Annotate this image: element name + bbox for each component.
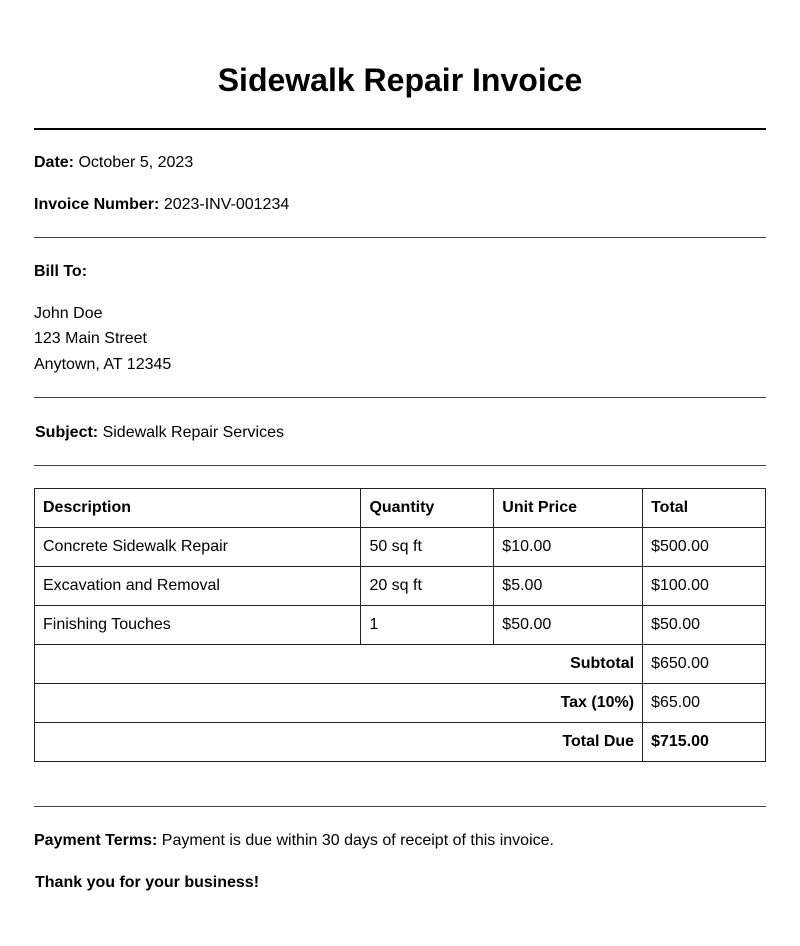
cell-total: $100.00 <box>643 567 766 606</box>
cell-description: Excavation and Removal <box>35 567 361 606</box>
table-row <box>35 567 766 606</box>
invoice-number-label: Invoice Number: <box>34 196 160 213</box>
subtotal-row <box>35 645 766 684</box>
cell-quantity: 20 sq ft <box>361 567 494 606</box>
divider <box>34 806 766 807</box>
total-due-value: $715.00 <box>643 723 766 762</box>
tax-value: $65.00 <box>643 684 766 723</box>
date-value: October 5, 2023 <box>78 154 194 171</box>
divider <box>34 237 766 238</box>
cell-total: $500.00 <box>643 528 766 567</box>
subtotal-label: Subtotal <box>35 645 643 684</box>
payment-terms-line <box>34 831 554 851</box>
cell-unit-price: $50.00 <box>494 606 643 645</box>
bill-to-name: John Doe <box>34 305 103 322</box>
table-row <box>35 606 766 645</box>
cell-unit-price: $10.00 <box>494 528 643 567</box>
invoice-number-line <box>34 195 289 215</box>
total-due-label: Total Due <box>35 723 643 762</box>
bill-to-street: 123 Main Street <box>34 330 147 347</box>
total-due-row <box>35 723 766 762</box>
invoice-number-value: 2023-INV-001234 <box>163 196 290 213</box>
bill-to-city: Anytown, AT 12345 <box>34 356 172 373</box>
subtotal-value: $650.00 <box>643 645 766 684</box>
subject-value: Sidewalk Repair Services <box>102 424 284 441</box>
header-unit-price: Unit Price <box>494 489 643 528</box>
bill-to-line <box>34 262 87 282</box>
cell-quantity: 50 sq ft <box>361 528 494 567</box>
bill-to-label: Bill To: <box>34 263 88 280</box>
divider <box>34 128 766 130</box>
header-total: Total <box>643 489 766 528</box>
line-items-table <box>34 488 766 762</box>
cell-unit-price: $5.00 <box>494 567 643 606</box>
subject-line <box>35 423 284 443</box>
tax-label: Tax (10%) <box>35 684 643 723</box>
page-title: Sidewalk Repair Invoice <box>217 62 583 98</box>
payment-terms-label: Payment Terms: <box>34 832 158 849</box>
payment-terms-value: Payment is due within 30 days of receipt of this invoice. <box>161 832 554 849</box>
date-label: Date: <box>34 154 75 171</box>
subject-label: Subject: <box>35 424 99 441</box>
cell-description: Concrete Sidewalk Repair <box>35 528 361 567</box>
tax-row <box>35 684 766 723</box>
table-row <box>35 528 766 567</box>
thank-you-note: Thank you for your business! <box>35 874 260 891</box>
header-quantity: Quantity <box>361 489 494 528</box>
header-description: Description <box>35 489 361 528</box>
cell-total: $50.00 <box>643 606 766 645</box>
cell-quantity: 1 <box>361 606 494 645</box>
divider <box>34 397 766 398</box>
table-header-row <box>35 489 766 528</box>
date-line <box>34 153 193 173</box>
cell-description: Finishing Touches <box>35 606 361 645</box>
divider <box>34 465 766 466</box>
